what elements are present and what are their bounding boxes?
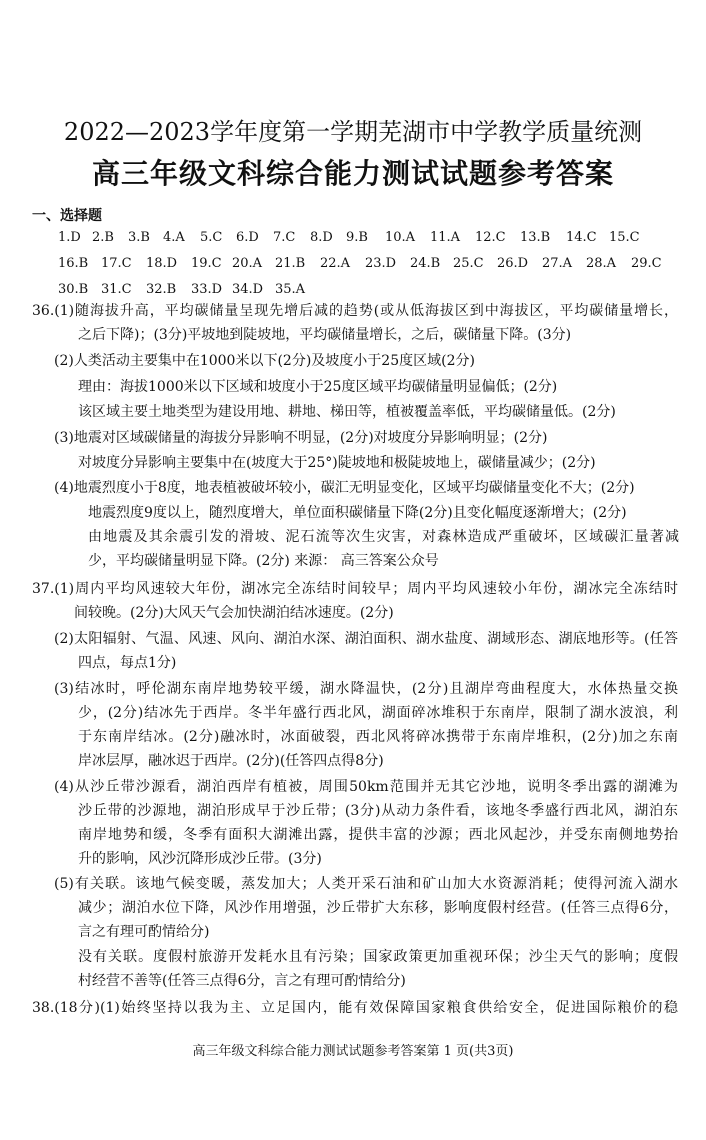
answer-item: 22.A (320, 256, 351, 271)
answer-item: 11.A (430, 230, 461, 245)
answer-item: 1.D (58, 230, 81, 245)
exam-title: 2022—2023学年度第一学期芜湖市中学教学质量统测 (63, 118, 643, 146)
answer-item: 4.A (163, 230, 185, 245)
answer-item: 7.C (273, 230, 296, 245)
answer-line: 沙丘带的沙源地，湖泊形成早于沙丘带；(3分)从动力条件看，该地冬季盛行西北风，湖泊东 (78, 803, 678, 819)
answer-line: 少，(2分)结冰先于西岸。冬半年盛行西北风，湖面碎冰堆积于东南岸，限制了湖水波浪，利 (78, 705, 678, 721)
answer-line: (4)地震烈度小于8度，地表植被破坏较小，碳汇无明显变化，区域平均碳储量变化不大；(2分) (54, 480, 635, 496)
answer-key-title: 高三年级文科综合能力测试试题参考答案 (91, 157, 614, 190)
answer-item: 28.A (586, 256, 617, 271)
answer-line: 由地震及其余震引发的滑坡、泥石流等次生灾害，对森林造成严重破坏，区域碳汇量著减 (88, 529, 679, 545)
answer-line: 该区域主要土地类型为建设用地、耕地、梯田等，植被覆盖率低，平均碳储量低。(2分) (78, 404, 616, 420)
answer-line: 南岸地势和缓，冬季有面积大湖滩出露，提供丰富的沙源；西北风起沙，并受东南侧地势抬 (78, 827, 678, 843)
section-heading: 一、选择题 (32, 208, 102, 224)
answer-item: 29.C (631, 256, 662, 271)
answer-line: (4)从沙丘带沙源看，湖泊西岸有植被，周围50km范围并无其它沙地，说明冬季出露的湖滩为 (54, 779, 678, 795)
answer-item: 18.D (146, 256, 178, 271)
answer-line: 理由：海拔1000米以下区域和坡度小于25度区域平均碳储量明显偏低；(2分) (78, 379, 558, 395)
answer-line: 少，平均碳储量明显下降。(2分) 来源： 高三答案公众号 (88, 553, 439, 569)
answer-item: 32.B (146, 282, 177, 297)
answer-line: 升的影响，风沙沉降形成沙丘带。(3分) (78, 851, 322, 867)
answer-item: 10.A (385, 230, 416, 245)
answer-line: 减少；湖泊水位下降，风沙作用增强，沙丘带扩大东移，影响度假村经营。(任答三点得6分， (78, 900, 678, 916)
answer-item: 3.B (128, 230, 150, 245)
answer-item: 33.D (191, 282, 223, 297)
answer-line: (2)人类活动主要集中在1000米以下(2分)及坡度小于25度区域(2分) (54, 353, 475, 369)
answer-item: 20.A (232, 256, 263, 271)
answer-item: 8.D (310, 230, 333, 245)
answer-item: 31.C (101, 282, 132, 297)
answer-item: 17.C (101, 256, 132, 271)
answer-line: 村经营不善等(任答三点得6分，言之有理可酌情给分) (78, 973, 406, 989)
answer-item: 23.D (365, 256, 397, 271)
answer-item: 13.B (520, 230, 551, 245)
answer-line: 四点，每点1分) (78, 655, 177, 671)
answer-line: 间较晚。(2分)大风天气会加快湖泊结冰速度。(2分) (74, 605, 394, 621)
answer-line: 岸冰层厚，融冰迟于西岸。(2分)(任答四点得8分) (78, 753, 384, 769)
answer-line: (3)地震对区域碳储量的海拔分异影响不明显，(2分)对坡度分异影响明显；(2分) (54, 430, 548, 446)
answer-item: 19.C (191, 256, 222, 271)
answer-line: 于东南岸结冰。(2分)融冰时，冰面破裂，西北风将碎冰携带于东南岸堆积，(2分)加之东南 (78, 729, 678, 745)
answer-item: 27.A (542, 256, 573, 271)
answer-item: 12.C (475, 230, 506, 245)
answer-item: 30.B (58, 282, 89, 297)
answer-line: 言之有理可酌情给分) (78, 924, 210, 940)
answer-line: (3)结冰时，呼伦湖东南岸地势较平缓，湖水降温快，(2分)且湖岸弯曲程度大，水体热量交换 (54, 681, 678, 697)
answer-line: 地震烈度9度以上，随烈度增大，单位面积碳储量下降(2分)且变化幅度逐渐增大；(2分) (88, 505, 627, 521)
answer-line: (5)有关联。该地气候变暖，蒸发加大；人类开采石油和矿山加大水资源消耗；使得河流入湖水 (54, 876, 678, 892)
answer-item: 34.D (232, 282, 264, 297)
answer-line: 36.(1)随海拔升高，平均碳储量呈现先增后减的趋势(或从低海拔区到中海拔区，平均碳储量增长， (32, 303, 678, 319)
answer-line: 38.(18分)(1)始终坚持以我为主、立足国内，能有效保障国家粮食供给安全，促进国际粮价的稳 (32, 1000, 678, 1016)
answer-item: 25.C (453, 256, 484, 271)
answer-item: 21.B (275, 256, 306, 271)
answer-item: 9.B (346, 230, 368, 245)
answer-item: 14.C (566, 230, 597, 245)
answer-item: 26.D (497, 256, 529, 271)
answer-line: 之后下降)；(3分)平坡地到陡坡地，平均碳储量增长，之后，碳储量下降。(3分) (78, 327, 572, 343)
answer-line: (2)太阳辐射、气温、风速、风向、湖泊水深、湖泊面积、湖水盐度、湖域形态、湖底地形等。(任答 (54, 631, 678, 647)
answer-item: 6.D (236, 230, 259, 245)
answer-line: 对坡度分异影响主要集中在(坡度大于25°)陡坡地和极陡坡地上，碳储量减少；(2分) (78, 455, 596, 471)
answer-item: 2.B (92, 230, 114, 245)
answer-item: 16.B (58, 256, 89, 271)
answer-item: 5.C (200, 230, 223, 245)
answer-item: 35.A (275, 282, 306, 297)
answer-item: 24.B (410, 256, 441, 271)
answer-line: 37.(1)周内平均风速较大年份，湖冰完全冻结时间较早；周内平均风速较小年份，湖冰完全冻结时 (32, 581, 678, 597)
answer-item: 15.C (609, 230, 640, 245)
page-footer: 高三年级文科综合能力测试试题参考答案第 1 页(共3页) (192, 1044, 514, 1059)
answer-line: 没有关联。度假村旅游开发耗水且有污染；国家政策更加重视环保；沙尘天气的影响；度假 (78, 949, 678, 965)
